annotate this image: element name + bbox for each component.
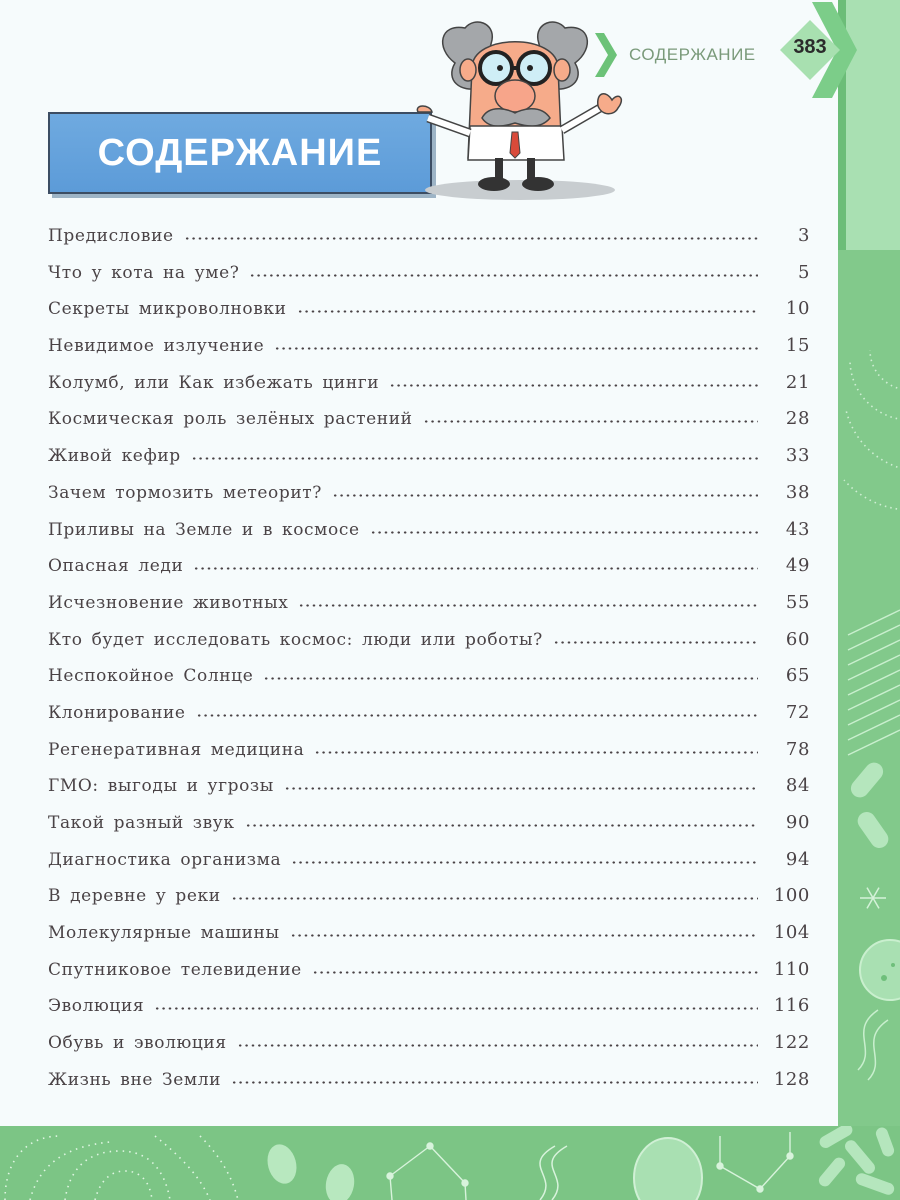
- toc-entry[interactable]: [48, 885, 810, 922]
- table-of-contents: [48, 225, 810, 1106]
- toc-entry-page: 78: [785, 738, 810, 760]
- dot-leader: [154, 996, 758, 1012]
- toc-entry[interactable]: [48, 555, 810, 592]
- dot-leader: [332, 483, 758, 499]
- toc-entry[interactable]: [48, 262, 810, 299]
- toc-entry-page: 90: [785, 812, 810, 833]
- toc-entry-page: 72: [785, 701, 810, 723]
- toc-entry-title: Колумб, или Как избежать цинги: [48, 372, 380, 393]
- dot-leader: [297, 299, 758, 315]
- toc-entry[interactable]: [48, 849, 810, 886]
- toc-entry[interactable]: [48, 665, 810, 702]
- toc-entry[interactable]: [48, 445, 810, 482]
- toc-entry-page: 84: [785, 775, 810, 797]
- dot-leader: [231, 1070, 758, 1086]
- dot-leader: [263, 666, 758, 682]
- page-number: 383: [793, 36, 827, 58]
- toc-entry-title: Регенеративная медицина: [48, 739, 305, 760]
- dot-leader: [196, 703, 758, 719]
- toc-entry-title: Обувь и эволюция: [48, 1033, 227, 1054]
- toc-entry[interactable]: [48, 959, 810, 996]
- toc-entry-page: 28: [785, 408, 810, 430]
- dot-leader: [184, 226, 758, 242]
- toc-entry-title: Исчезновение животных: [48, 592, 289, 613]
- science-pattern-bottom-icon: [0, 1126, 900, 1200]
- dot-leader: [314, 740, 758, 756]
- toc-entry-title: Такой разный звук: [48, 813, 235, 833]
- toc-entry-page: 10: [785, 298, 810, 320]
- dot-leader: [298, 593, 758, 609]
- toc-entry[interactable]: [48, 775, 810, 812]
- toc-entry-page: 128: [773, 1068, 810, 1090]
- toc-entry-page: 65: [785, 665, 810, 687]
- toc-entry-page: 5: [797, 261, 810, 283]
- toc-entry-title: Эволюция: [48, 996, 145, 1017]
- dot-leader: [312, 960, 758, 976]
- toc-entry-title: Спутниковое телевидение: [48, 959, 302, 980]
- toc-entry-title: Предисловие: [48, 226, 174, 246]
- dot-leader: [193, 556, 758, 572]
- toc-entry-title: Приливы на Земле и в космосе: [48, 519, 360, 540]
- science-pattern-right-icon: [838, 250, 900, 1130]
- toc-entry-page: 21: [785, 371, 810, 393]
- toc-entry-page: 55: [785, 591, 810, 613]
- toc-entry-title: Опасная леди: [48, 556, 184, 577]
- dot-leader: [553, 630, 758, 646]
- dot-leader: [245, 813, 758, 829]
- toc-entry-title: Живой кефир: [48, 446, 181, 467]
- toc-entry-title: Кто будет исследовать космос: люди или роботы?: [48, 629, 543, 650]
- toc-entry-title: Неспокойное Солнце: [48, 666, 254, 687]
- toc-entry-page: 49: [785, 555, 810, 577]
- toc-entry-page: 15: [785, 335, 810, 357]
- toc-entry[interactable]: [48, 922, 810, 959]
- heading-panel: [48, 112, 432, 194]
- toc-entry[interactable]: [48, 408, 810, 445]
- toc-entry-title: Секреты микроволновки: [48, 299, 287, 320]
- toc-entry-title: Диагностика организма: [48, 849, 282, 870]
- dot-leader: [370, 520, 758, 536]
- toc-entry[interactable]: [48, 225, 810, 262]
- toc-entry[interactable]: [48, 702, 810, 739]
- toc-entry-title: Жизнь вне Земли: [48, 1069, 222, 1090]
- toc-entry[interactable]: [48, 482, 810, 519]
- toc-entry-page: 43: [785, 518, 810, 540]
- toc-entry[interactable]: [48, 298, 810, 335]
- toc-entry-title: ГМО: выгоды и угрозы: [48, 776, 274, 797]
- toc-entry-page: 110: [773, 958, 810, 980]
- page-title: СОДЕРЖАНИЕ: [97, 131, 383, 174]
- toc-entry[interactable]: [48, 372, 810, 409]
- dot-leader: [291, 850, 758, 866]
- toc-entry[interactable]: [48, 812, 810, 849]
- toc-entry-title: Клонирование: [48, 702, 186, 723]
- dot-leader: [191, 446, 758, 462]
- dot-leader: [423, 409, 758, 425]
- toc-entry[interactable]: [48, 335, 810, 372]
- professor-mascot-icon: [400, 8, 630, 203]
- toc-entry[interactable]: [48, 592, 810, 629]
- toc-entry[interactable]: [48, 629, 810, 666]
- toc-entry-title: Невидимое излучение: [48, 336, 265, 357]
- toc-entry-page: 100: [773, 885, 810, 907]
- running-title: СОДЕРЖАНИЕ: [629, 45, 756, 64]
- dot-leader: [237, 1033, 758, 1049]
- toc-entry-page: 33: [785, 445, 810, 467]
- toc-entry-title: Молекулярные машины: [48, 923, 280, 944]
- toc-entry-page: 116: [773, 995, 810, 1017]
- dot-leader: [274, 336, 758, 352]
- toc-entry[interactable]: [48, 739, 810, 776]
- toc-entry[interactable]: [48, 1032, 810, 1069]
- toc-entry-page: 60: [785, 628, 810, 650]
- toc-entry-title: Зачем тормозить метеорит?: [48, 482, 323, 503]
- toc-entry-title: Что у кота на уме?: [48, 262, 240, 283]
- toc-entry-title: В деревне у реки: [48, 886, 221, 907]
- toc-entry[interactable]: [48, 995, 810, 1032]
- toc-entry-page: 3: [797, 225, 810, 246]
- toc-entry-page: 94: [785, 848, 810, 870]
- toc-entry-page: 104: [773, 922, 810, 944]
- toc-entry-title: Космическая роль зелёных растений: [48, 409, 413, 430]
- dot-leader: [290, 923, 758, 939]
- toc-entry-page: 38: [785, 481, 810, 503]
- toc-entry[interactable]: [48, 519, 810, 556]
- dot-leader: [249, 263, 758, 279]
- toc-entry-page: 122: [773, 1032, 810, 1054]
- dot-leader: [284, 776, 758, 792]
- dot-leader: [231, 886, 758, 902]
- toc-entry[interactable]: [48, 1069, 810, 1106]
- dot-leader: [389, 373, 758, 389]
